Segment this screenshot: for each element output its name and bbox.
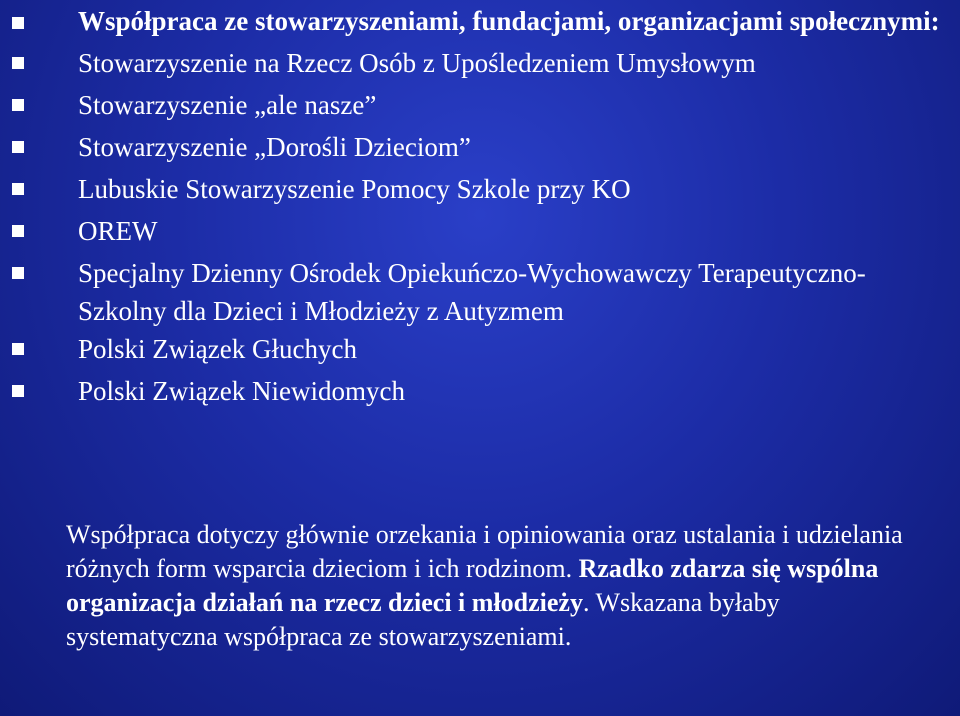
- bullet-text: Stowarzyszenie „Dorośli Dzieciom”: [78, 132, 471, 162]
- summary-text-bold: Rzadko zdarza się wspólna organizacja działań na rzecz dzieci i młodzieży: [66, 554, 879, 617]
- summary-text-3: . Wskazana byłaby systematyczna współpraca ze stowarzyszeniami.: [66, 588, 780, 651]
- bullet-item: [10, 128, 940, 166]
- bullet-text: Stowarzyszenie na Rzecz Osób z Upośledzeniem Umysłowym: [78, 48, 756, 78]
- square-bullet-icon: [12, 267, 24, 279]
- bullet-text: OREW: [78, 216, 158, 246]
- bullet-item: [10, 86, 940, 124]
- bullet-text: Stowarzyszenie „ale nasze”: [78, 90, 377, 120]
- bullet-text: Polski Związek Głuchych: [78, 334, 357, 364]
- bullet-item: [10, 330, 940, 368]
- summary-text-1: Współpraca dotyczy głównie orzekania i opiniowania oraz ustalania i udzielania różnych form wsparcia dzieciom i ich rodzinom.: [66, 520, 903, 583]
- bullet-item: [10, 44, 940, 82]
- square-bullet-icon: [12, 99, 24, 111]
- bullet-item: [10, 170, 940, 208]
- bullet-item: [10, 212, 940, 250]
- bullet-item: [10, 372, 940, 410]
- square-bullet-icon: [12, 183, 24, 195]
- square-bullet-icon: [12, 343, 24, 355]
- bullet-text: Polski Związek Niewidomych: [78, 376, 405, 406]
- bullet-heading: [10, 4, 940, 38]
- square-bullet-icon: [12, 385, 24, 397]
- bullet-text: Specjalny Dzienny Ośrodek Opiekuńczo-Wychowawczy Terapeutyczno-Szkolny dla Dzieci i Młodzieży z Autyzmem: [78, 258, 866, 326]
- bullet-text: Lubuskie Stowarzyszenie Pomocy Szkole przy KO: [78, 174, 631, 204]
- summary-paragraph: [66, 518, 936, 654]
- bullet-list: [10, 4, 940, 414]
- bullet-text: Współpraca ze stowarzyszeniami, fundacjami, organizacjami społecznymi:: [78, 6, 940, 36]
- square-bullet-icon: [12, 225, 24, 237]
- bullet-item: [10, 254, 940, 330]
- square-bullet-icon: [12, 141, 24, 153]
- square-bullet-icon: [12, 57, 24, 69]
- square-bullet-icon: [12, 17, 24, 29]
